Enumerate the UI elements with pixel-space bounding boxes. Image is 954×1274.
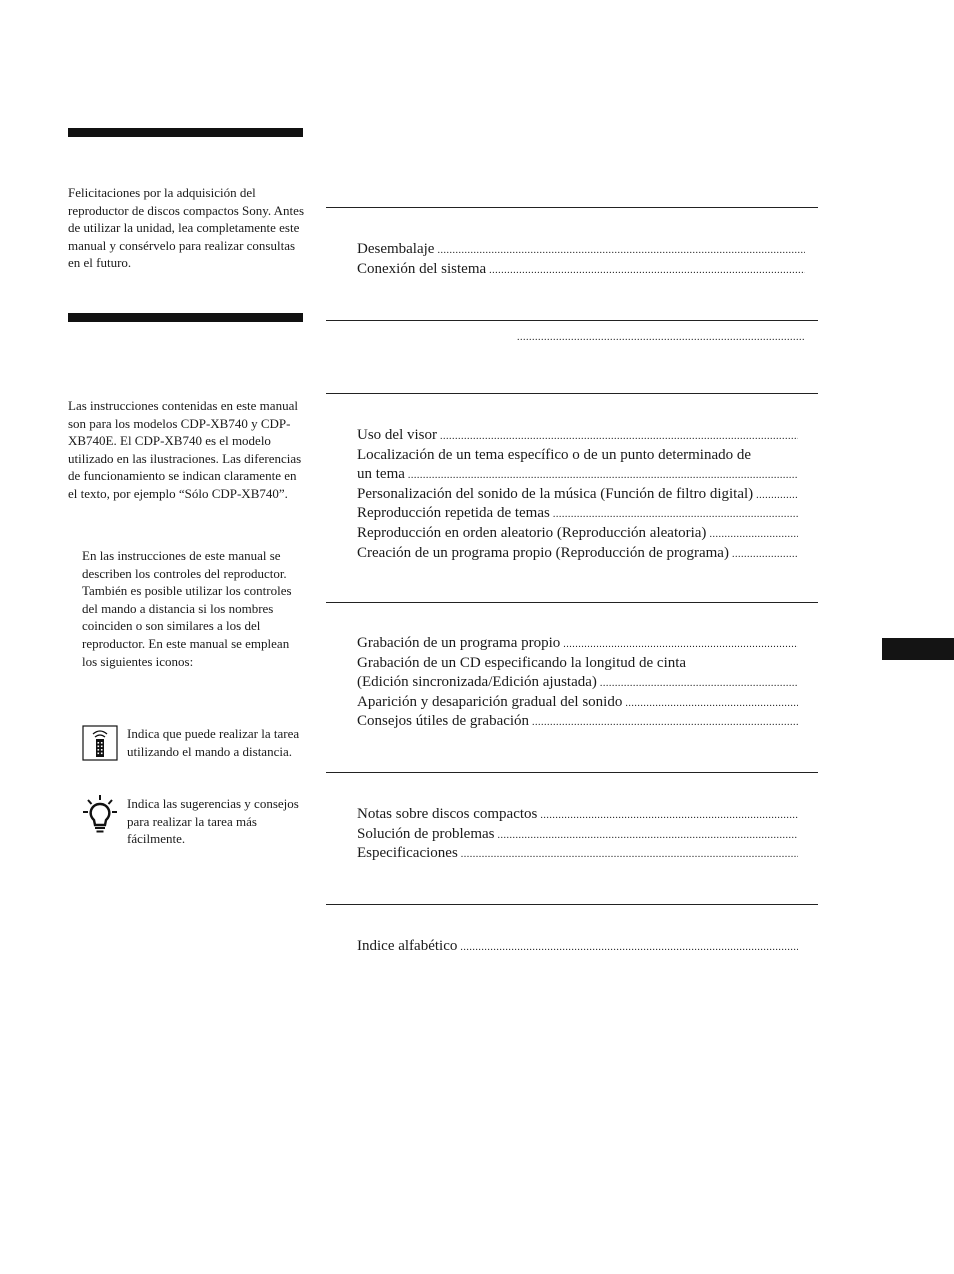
section-rule-1 — [326, 207, 818, 208]
tip-note: Indica las sugerencias y consejos para realizar la tarea más fácilmente. — [127, 796, 299, 847]
toc-item[interactable]: Consejos útiles de grabación ..... — [357, 712, 798, 732]
lightbulb-icon — [82, 795, 118, 835]
section-rule-6 — [326, 904, 818, 905]
toc-item[interactable]: Solución de problemas ..... — [357, 825, 798, 845]
toc-section-6 — [357, 937, 798, 957]
models-paragraph: Las instrucciones contenidas en este manual son para los modelos CDP-XB740 y CDP-XB740E. El CDP-XB740 es el modelo utilizado en las ilustraciones. Las diferencias de funcionamiento se indican claramente en el texto, por ejemplo “Sólo CDP-XB740”. — [68, 398, 302, 501]
toc-section-2 — [517, 328, 805, 348]
toc-item[interactable]: Indice alfabético ..... — [357, 937, 798, 957]
toc-item[interactable]: Reproducción en orden aleatorio (Reproducción aleatoria) ..... — [357, 524, 798, 544]
section-rule-4 — [326, 602, 818, 603]
controls-paragraph: En las instrucciones de este manual se describen los controles del reproductor. También es posible utilizar los controles del mando a distancia si los nombres coinciden o son similares a los del reproductor. En este manual se emplean los siguientes iconos: — [82, 548, 292, 669]
toc-item[interactable]: Uso del visor ..... — [357, 426, 798, 446]
section-rule-2 — [326, 320, 818, 321]
toc-item[interactable]: Personalización del sonido de la música (Función de filtro digital) ..... — [357, 485, 798, 505]
toc-section-3 — [357, 426, 798, 563]
toc-item[interactable]: un tema ..... — [357, 465, 798, 485]
toc-item[interactable]: Aparición y desaparición gradual del sonido ..... — [357, 693, 798, 713]
toc-item[interactable]: Creación de un programa propio (Reproducción de programa) ..... — [357, 544, 798, 564]
toc-item[interactable]: Grabación de un CD especificando la longitud de cinta — [357, 654, 687, 671]
section-rule-5 — [326, 772, 818, 773]
toc-section-5 — [357, 805, 798, 864]
remote-note: Indica que puede realizar la tarea utilizando el mando a distancia. — [127, 726, 300, 759]
toc-item[interactable]: Desembalaje ..... — [357, 240, 805, 260]
toc-section-1 — [357, 240, 805, 279]
heading-bar-middle — [68, 313, 303, 322]
toc-item[interactable]: Localización de un tema específico o de un punto determinado de — [357, 446, 752, 463]
toc-item[interactable]: Conexión del sistema ..... — [357, 260, 805, 280]
toc-item[interactable]: Grabación de un programa propio ..... — [357, 634, 798, 654]
toc-item[interactable]: Reproducción repetida de temas ..... — [357, 504, 798, 524]
section-rule-3 — [326, 393, 818, 394]
toc-item[interactable]: (Edición sincronizada/Edición ajustada) ..... — [357, 673, 798, 693]
toc-section-4 — [357, 634, 798, 732]
welcome-paragraph: Felicitaciones por la adquisición del reproductor de discos compactos Sony. Antes de utilizar la unidad, lea completamente este manual y consérvelo para realizar consultas en el futuro. — [68, 185, 304, 271]
page-edge-tab — [882, 638, 954, 660]
toc-item[interactable]: Notas sobre discos compactos ..... — [357, 805, 798, 825]
heading-bar-top — [68, 128, 303, 137]
remote-control-icon — [82, 725, 118, 765]
toc-item[interactable]: Especificaciones ..... — [357, 844, 798, 864]
toc-item[interactable] — [517, 328, 805, 348]
